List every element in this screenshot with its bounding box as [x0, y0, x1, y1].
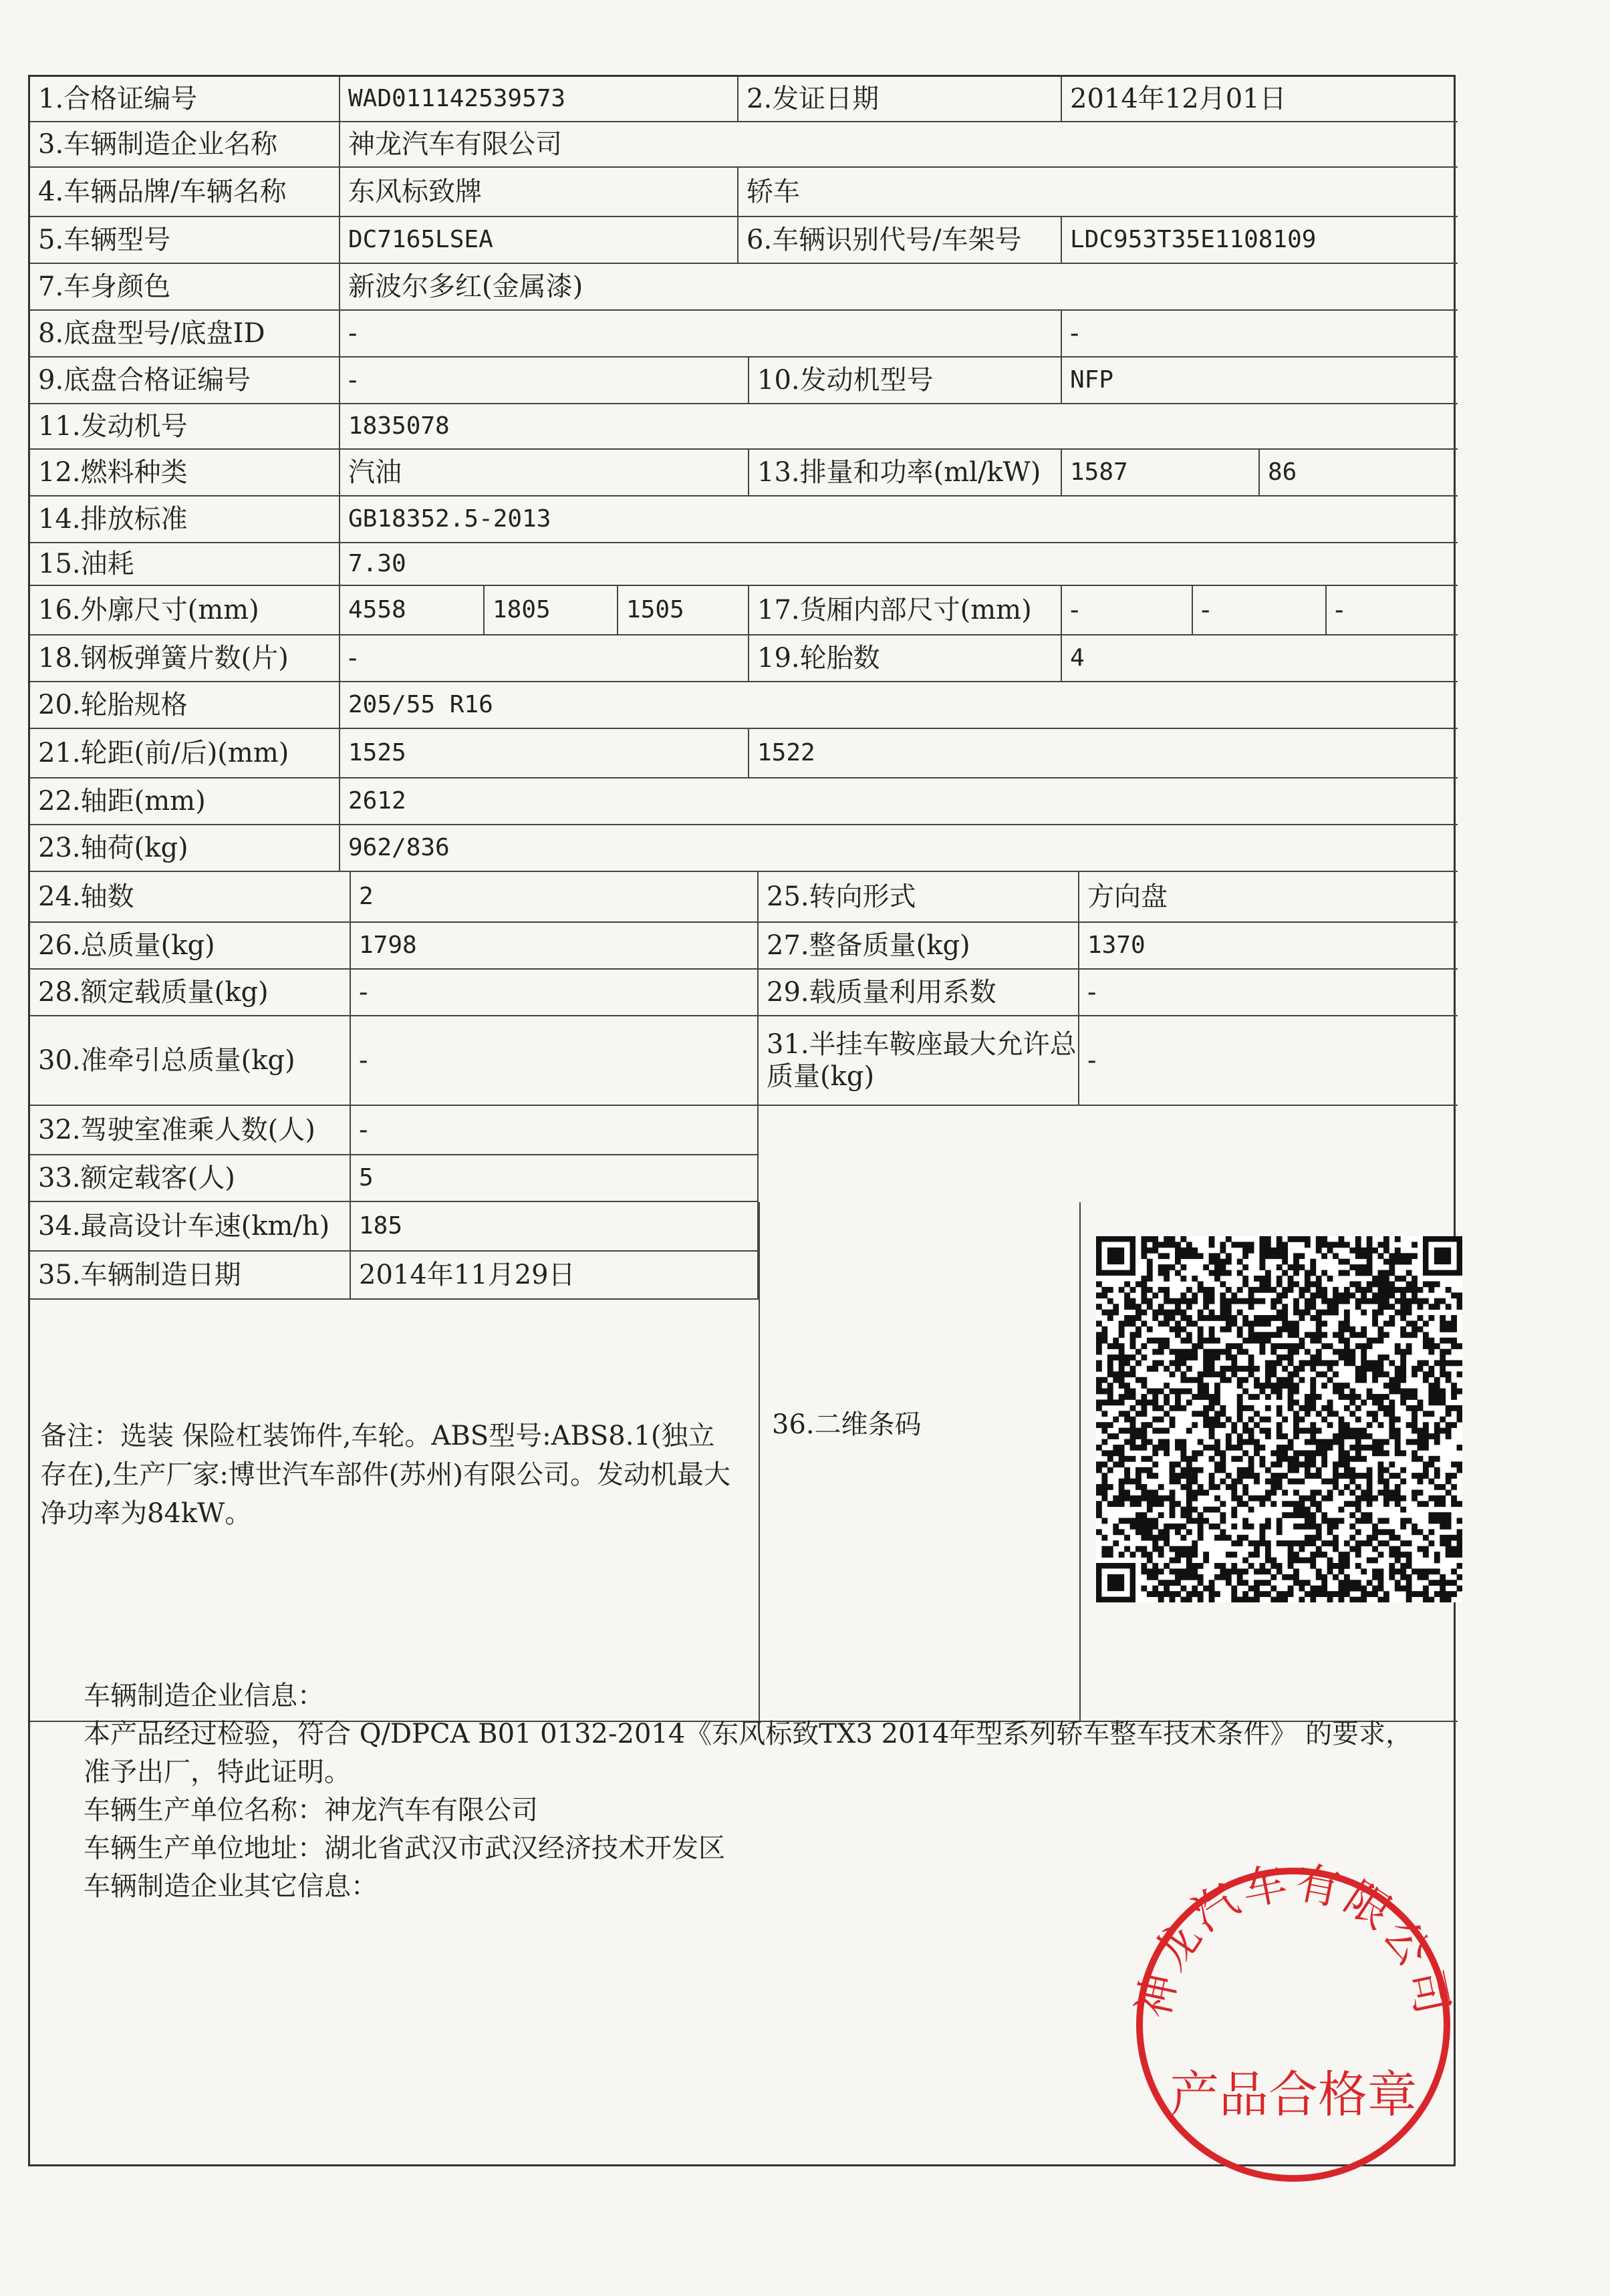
field-value: -: [340, 357, 749, 403]
field-label: 23.轴荷(kg): [30, 825, 340, 871]
field-value: 4: [1070, 644, 1085, 672]
field-value: 1370: [1087, 931, 1146, 960]
company-seal-stamp: [1126, 1858, 1460, 2192]
table-row: [30, 122, 1458, 168]
field-label: 19.轮胎数: [749, 635, 1062, 681]
table-row: [30, 264, 1458, 311]
field-value: 4558: [340, 586, 485, 634]
table-row: [30, 1202, 759, 1252]
field-value: NFP: [1070, 366, 1114, 394]
field-value: GB18352.5-2013: [348, 505, 551, 533]
field-value: 1835078: [348, 412, 450, 440]
table-row: [30, 1155, 759, 1202]
field-label: 5.车辆型号: [30, 217, 340, 263]
qr-code-image: [1096, 1236, 1462, 1602]
field-value: -: [1062, 586, 1193, 634]
field-label: 27.整备质量(kg): [759, 923, 1079, 968]
field-label: 20.轮胎规格: [30, 682, 340, 728]
field-label: 6.车辆识别代号/车架号: [739, 217, 1062, 263]
field-value: 1525: [340, 729, 749, 777]
field-value: 2014年11月29日: [351, 1252, 759, 1298]
info-heading: 车辆制造企业信息：: [84, 1681, 324, 1711]
field-label: 16.外廓尺寸(mm): [30, 586, 340, 634]
info-compliance-statement: 本产品经过检验，符合 Q/DPCA B01 0132-2014《东风标致TX3 2014年型系列轿车整车技术条件》 的要求，: [84, 1719, 1413, 1749]
qr-code-label: 36.二维条码: [772, 1409, 922, 1440]
field-label: 22.轴距(mm): [30, 778, 340, 824]
table-row: [30, 77, 1458, 122]
field-label: 12.燃料种类: [30, 450, 340, 495]
field-value: -: [340, 635, 749, 681]
field-value: -: [1087, 977, 1097, 1008]
field-label: 17.货厢内部尺寸(mm): [749, 586, 1062, 634]
field-label: 32.驾驶室准乘人数(人): [30, 1106, 351, 1154]
field-label: -: [1070, 318, 1079, 349]
field-value: -: [1087, 1045, 1097, 1076]
table-row: [30, 404, 1458, 450]
field-value: -: [340, 311, 1062, 356]
field-label: 35.车辆制造日期: [30, 1252, 351, 1298]
table-row: [30, 496, 1458, 543]
field-value: DC7165LSEA: [340, 217, 739, 263]
info-other: 车辆制造企业其它信息：: [84, 1871, 378, 1902]
field-value: 方向盘: [1087, 881, 1168, 912]
table-row: [30, 923, 1458, 970]
field-value: 1587: [1062, 450, 1260, 495]
field-value: 2014年12月01日: [1070, 84, 1287, 114]
field-label: 18.钢板弹簧片数(片): [30, 635, 340, 681]
field-label: 21.轮距(前/后)(mm): [30, 729, 340, 777]
field-label: 26.总质量(kg): [30, 923, 351, 968]
field-label: 25.转向形式: [759, 872, 1079, 921]
field-value: 汽油: [340, 450, 749, 495]
field-label: 3.车辆制造企业名称: [30, 122, 340, 166]
table-row: [30, 1016, 1458, 1106]
table-row: [30, 825, 1458, 872]
remarks-text: 备注：选装 保险杠装饰件,车轮。ABS型号:ABS8.1(独立存在),生产厂家:博世汽车部件(苏州)有限公司。发动机最大净功率为84kW。: [40, 1421, 731, 1529]
info-approval: 准予出厂，特此证明。: [84, 1757, 351, 1787]
field-label: 34.最高设计车速(km/h): [30, 1202, 351, 1250]
field-label: 86: [1268, 458, 1297, 486]
field-label: 33.额定载客(人): [30, 1155, 351, 1201]
field-label: 7.车身颜色: [30, 264, 340, 309]
field-label: 29.载质量利用系数: [759, 970, 1079, 1015]
table-row: [30, 682, 1458, 729]
field-value: 新波尔多红(金属漆): [348, 271, 583, 302]
seal-center-text: 产品合格章: [1170, 2066, 1417, 2124]
field-label: 14.排放标准: [30, 496, 340, 542]
field-label: -: [1193, 586, 1327, 634]
table-row: [30, 778, 1458, 825]
field-value: -: [351, 1016, 759, 1105]
field-label: 11.发动机号: [30, 404, 340, 448]
field-label: 9.底盘合格证编号: [30, 357, 340, 403]
field-value: 962/836: [348, 834, 450, 862]
field-value: -: [1335, 595, 1344, 625]
table-row: [30, 872, 1458, 923]
table-row: [30, 357, 1458, 404]
table-row: [30, 729, 1458, 778]
field-label: 1805: [485, 586, 618, 634]
table-row: [30, 1106, 759, 1155]
table-row: [30, 1252, 759, 1300]
field-label: 2.发证日期: [739, 77, 1062, 121]
field-value: WAD011142539573: [340, 77, 739, 121]
table-row: [30, 217, 1458, 264]
field-value: 7.30: [348, 550, 406, 578]
field-value: 1505: [618, 586, 749, 634]
field-value: LDC953T35E1108109: [1070, 226, 1317, 254]
field-label: 24.轴数: [30, 872, 351, 921]
seal-ring-text: 神龙汽车有限公司: [1127, 1858, 1460, 2023]
field-value: -: [351, 970, 759, 1015]
field-label: 1.合格证编号: [30, 77, 340, 121]
info-producer-name: 车辆生产单位名称：神龙汽车有限公司: [84, 1795, 538, 1826]
table-row: [30, 970, 1458, 1016]
field-label: 15.油耗: [30, 543, 340, 585]
field-label: 10.发动机型号: [749, 357, 1062, 403]
field-value: 2612: [348, 787, 406, 815]
field-value: -: [351, 1106, 759, 1154]
field-label: 13.排量和功率(ml/kW): [749, 450, 1062, 495]
table-row: [30, 635, 1458, 682]
field-value: 185: [351, 1202, 759, 1250]
table-row: [30, 586, 1458, 635]
field-label: 4.车辆品牌/车辆名称: [30, 168, 340, 216]
field-value: 2: [351, 872, 759, 921]
field-label: 30.准牵引总质量(kg): [30, 1016, 351, 1105]
field-label: 28.额定载质量(kg): [30, 970, 351, 1015]
field-label: 8.底盘型号/底盘ID: [30, 311, 340, 356]
table-row: [30, 311, 1458, 357]
table-row: [30, 450, 1458, 496]
field-value: 神龙汽车有限公司: [348, 129, 562, 160]
field-value: 205/55 R16: [348, 691, 493, 719]
field-label: 1522: [757, 739, 815, 767]
field-value: 5: [351, 1155, 759, 1201]
field-value: 1798: [351, 923, 759, 968]
table-row: [30, 168, 1458, 217]
table-rule: [759, 1202, 760, 1721]
table-rule: [1079, 1202, 1081, 1721]
field-value: 东风标致牌: [340, 168, 739, 216]
info-producer-address: 车辆生产单位地址：湖北省武汉市武汉经济技术开发区: [84, 1833, 725, 1864]
table-row: [30, 543, 1458, 586]
field-label: 31.半挂车鞍座最大允许总质量(kg): [759, 1016, 1079, 1105]
field-label: 轿车: [747, 176, 800, 207]
